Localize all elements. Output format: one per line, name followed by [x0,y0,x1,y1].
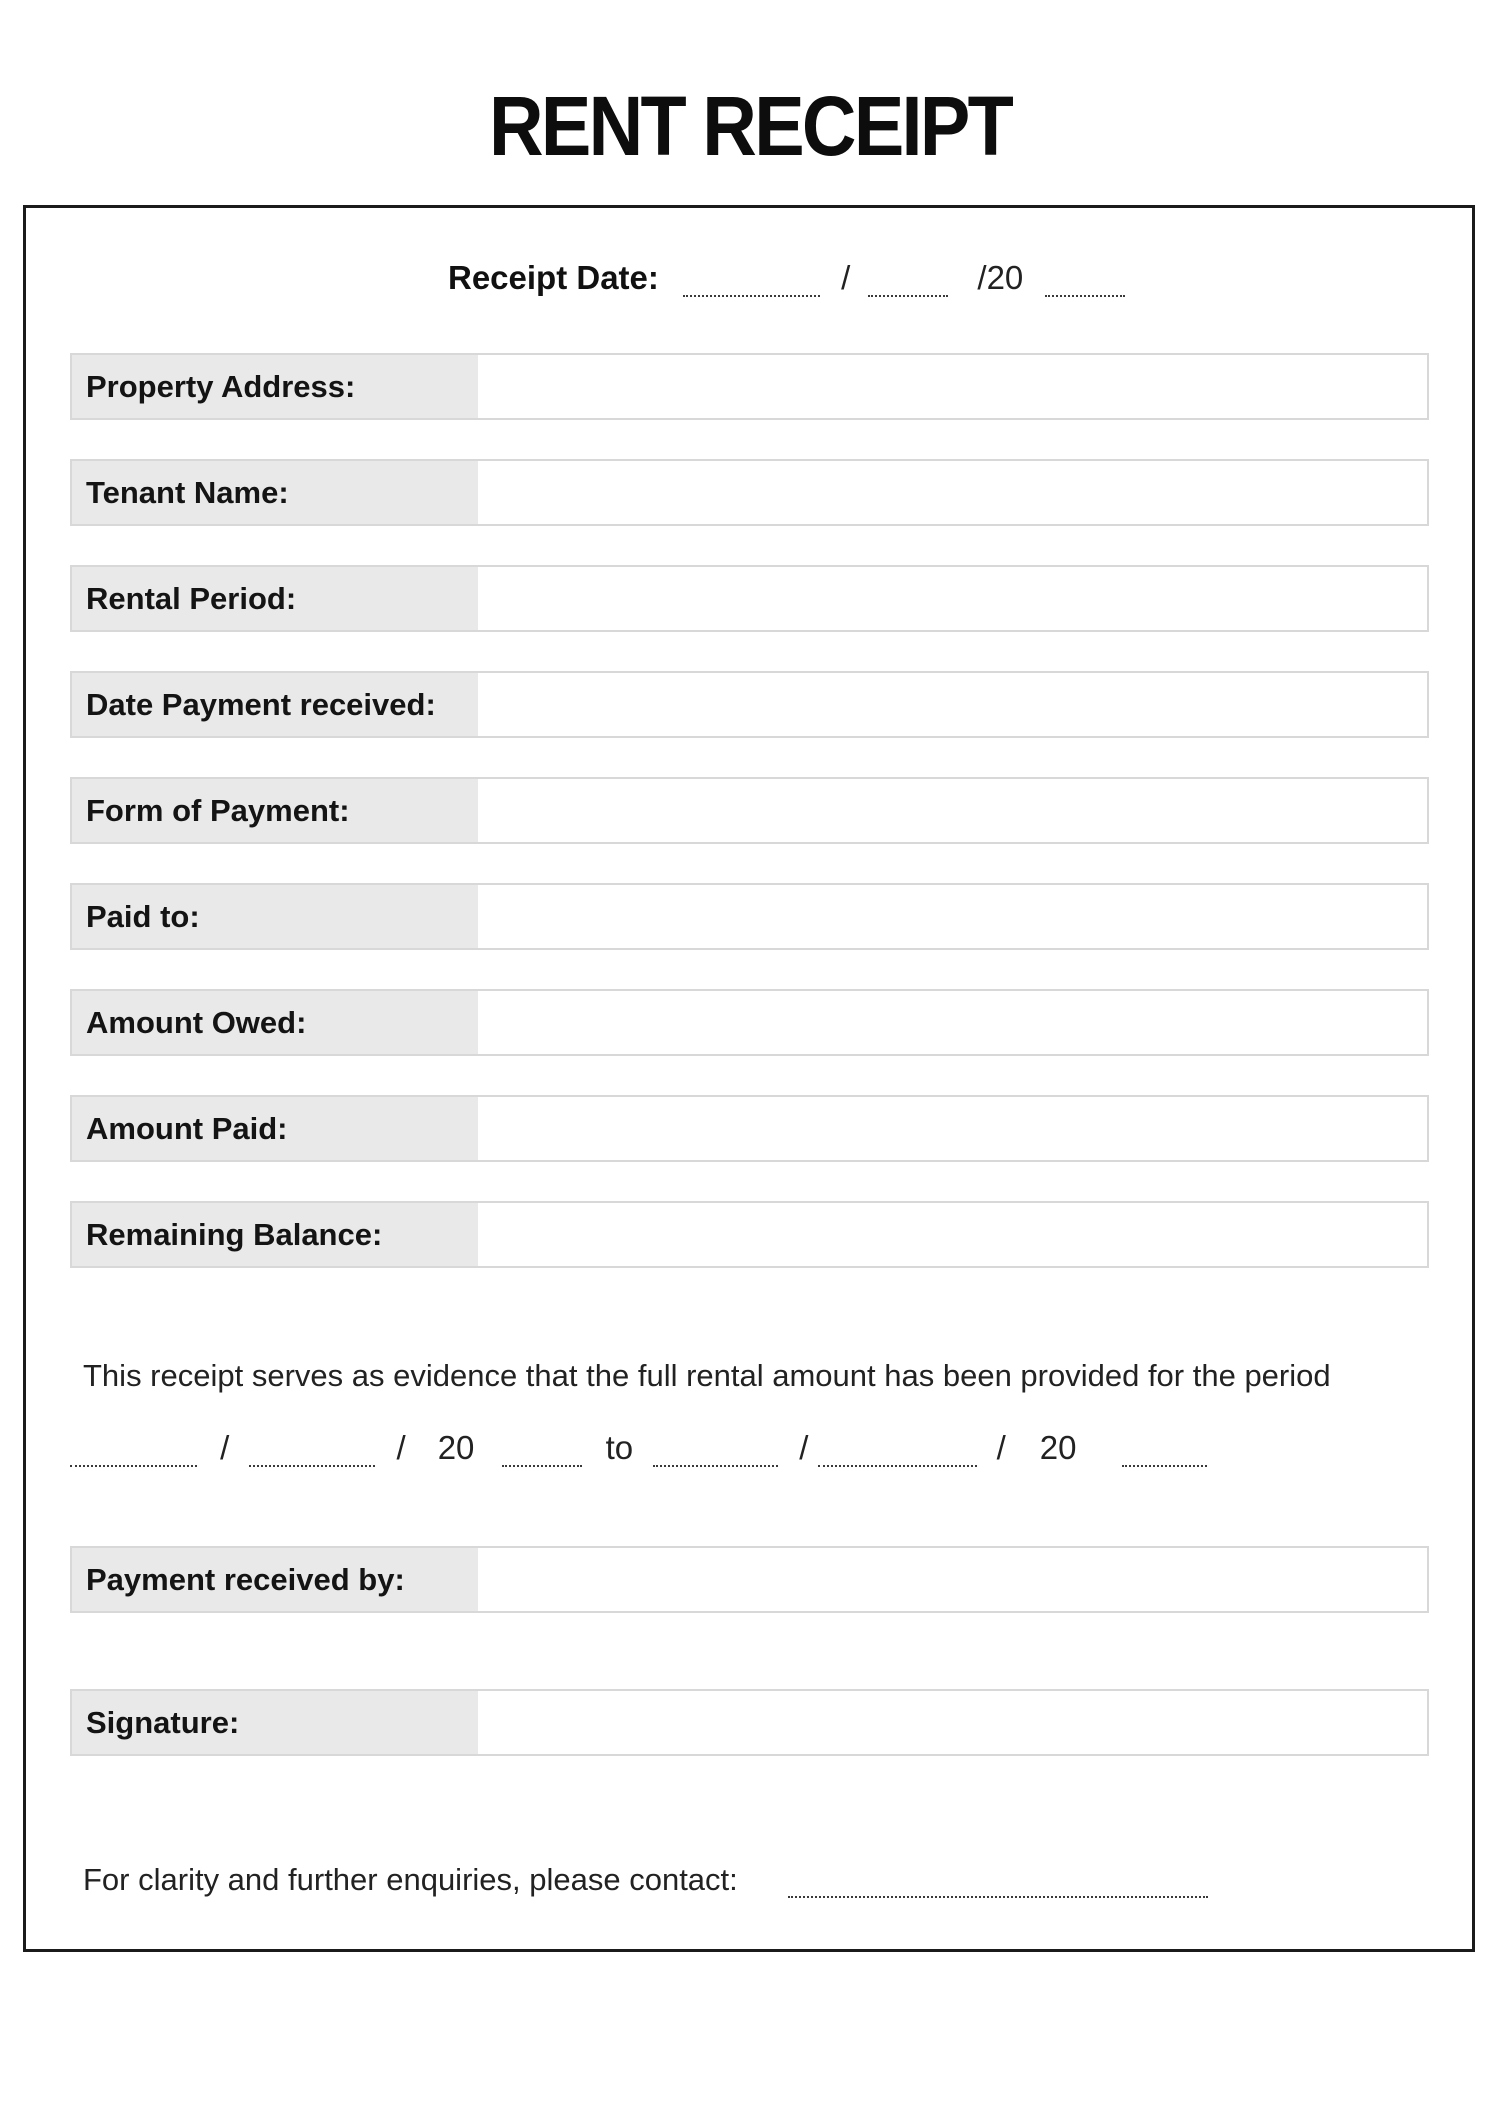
period-blanks-line [70,1430,1207,1467]
field-label-rental-period [72,567,478,630]
field-label-property-address [72,355,478,418]
date-payment-received-input[interactable] [478,673,1427,736]
receipt-date-year-blank[interactable] [1045,269,1125,297]
field-row-form-of-payment [70,777,1429,844]
field-label-text: Rental Period: [86,580,297,616]
period-end-year-blank[interactable] [1122,1439,1207,1467]
receipt-form-box [23,205,1475,1952]
field-label-text: Tenant Name: [86,474,289,510]
form-of-payment-input[interactable] [478,779,1427,842]
field-label-amount-paid [72,1097,478,1160]
remaining-balance-input[interactable] [478,1203,1427,1266]
amount-paid-input[interactable] [478,1097,1427,1160]
field-row-payment-received-by [70,1546,1429,1613]
field-row-rental-period [70,565,1429,632]
field-label-date-payment-received [72,673,478,736]
property-address-input[interactable] [478,355,1427,418]
field-row-amount-owed [70,989,1429,1056]
field-label-tenant-name [72,461,478,524]
field-label-remaining-balance [72,1203,478,1266]
field-label-signature [72,1691,478,1754]
contact-line [83,1860,1208,1900]
field-label-text: Property Address: [86,368,356,404]
receipt-date-month-blank[interactable] [868,269,948,297]
signature-input[interactable] [478,1691,1427,1754]
period-end-day-blank[interactable] [653,1439,778,1467]
period-slash-1: / [220,1429,230,1466]
amount-owed-input[interactable] [478,991,1427,1054]
field-row-amount-paid [70,1095,1429,1162]
period-end-month-blank[interactable] [818,1439,977,1467]
field-row-remaining-balance [70,1201,1429,1268]
period-start-month-blank[interactable] [249,1439,375,1467]
field-row-paid-to [70,883,1429,950]
field-label-text: Paid to: [86,898,200,934]
receipt-date-slash20: /20 [977,259,1024,296]
page-title-text: RENT RECEIPT [488,79,1012,173]
payment-received-by-input[interactable] [478,1548,1427,1611]
field-label-text: Date Payment received: [86,686,436,722]
field-label-text: Payment received by: [86,1561,405,1597]
page-title [0,79,1500,173]
period-slash-3: / [799,1429,809,1466]
period-start-day-blank[interactable] [70,1439,197,1467]
field-label-paid-to [72,885,478,948]
field-row-signature [70,1689,1429,1756]
period-to-text: to [605,1429,634,1466]
period-year-prefix-2: 20 [1039,1429,1077,1466]
field-label-text: Remaining Balance: [86,1216,383,1252]
field-label-amount-owed [72,991,478,1054]
field-row-date-payment-received [70,671,1429,738]
period-start-year-blank[interactable] [502,1439,582,1467]
field-label-payment-received-by [72,1548,478,1611]
receipt-date-slash: / [841,259,851,296]
receipt-date-line [448,259,1125,297]
field-label-text: Signature: [86,1704,240,1740]
field-label-form-of-payment [72,779,478,842]
statement-text: This receipt serves as evidence that the full rental amount has been provided for the period [83,1358,1331,1393]
contact-label: For clarity and further enquiries, please contact: [83,1862,738,1897]
paid-to-input[interactable] [478,885,1427,948]
field-label-text: Amount Paid: [86,1110,288,1146]
contact-blank[interactable] [788,1866,1208,1898]
tenant-name-input[interactable] [478,461,1427,524]
field-label-text: Amount Owed: [86,1004,307,1040]
period-year-prefix-1: 20 [437,1429,475,1466]
field-rows [70,353,1429,1307]
receipt-date-day-blank[interactable] [683,269,820,297]
rental-period-input[interactable] [478,567,1427,630]
field-row-tenant-name [70,459,1429,526]
period-slash-2: / [396,1429,406,1466]
receipt-date-label: Receipt Date: [448,259,659,296]
period-slash-4: / [996,1429,1006,1466]
field-label-text: Form of Payment: [86,792,350,828]
field-row-property-address [70,353,1429,420]
